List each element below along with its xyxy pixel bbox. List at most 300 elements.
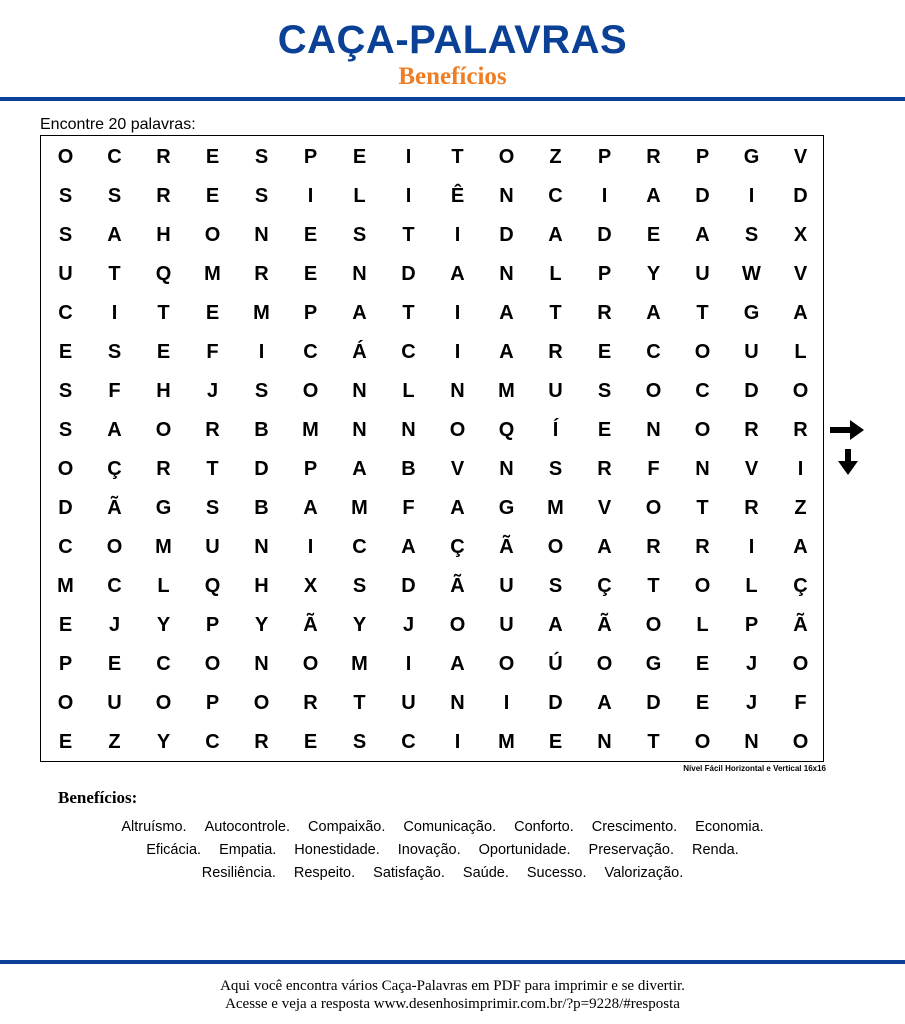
grid-cell[interactable]: E [205,302,220,324]
grid-cell[interactable]: R [254,263,269,285]
grid-cell[interactable]: N [646,419,661,441]
grid-cell[interactable]: I [454,224,461,246]
word-list-item: Renda. [691,842,739,858]
footer-line-1: Aqui você encontra vários Caça-Palavras em PDF para imprimir e se divertir. [220,978,685,994]
grid-cell[interactable]: A [548,224,563,246]
grid-cell[interactable]: O [645,497,662,519]
grid-cell[interactable]: I [454,341,461,363]
word-list-item: Resiliência. [201,865,276,881]
grid-cell[interactable]: G [743,302,760,324]
grid-cell[interactable]: N [254,536,269,558]
grid-cell[interactable]: J [108,614,121,636]
grid-cell[interactable]: M [498,380,515,402]
grid-cell[interactable]: S [58,419,73,441]
grid-cell[interactable]: Ç [107,458,122,480]
word-list-item: Inovação. [397,842,461,858]
grid-cell[interactable]: A [107,419,122,441]
grid-cell[interactable]: V [793,263,808,285]
grid-cell[interactable]: L [157,575,170,597]
grid-cell[interactable]: O [449,614,466,636]
grid-cell[interactable]: P [597,263,612,285]
grid-cell[interactable]: E [107,653,122,675]
grid-cell[interactable]: N [352,419,367,441]
grid-cell[interactable]: O [57,146,74,168]
grid-cell[interactable]: R [156,146,171,168]
grid-cell[interactable]: R [205,419,220,441]
grid-cell[interactable]: T [451,146,464,168]
grid-row [41,606,823,645]
grid-cell[interactable]: W [742,263,761,285]
grid-cell[interactable]: O [645,614,662,636]
word-list-item: Preservação. [588,842,674,858]
grid-cell[interactable]: E [646,224,661,246]
grid-cell[interactable]: Y [352,614,367,636]
word-list-item: Respeito. [293,865,356,881]
grid-cell[interactable]: O [155,419,172,441]
grid-cell[interactable]: P [303,302,318,324]
grid-cell[interactable]: R [597,302,612,324]
grid-cell[interactable]: O [302,653,319,675]
grid-cell[interactable]: Ã [793,614,808,636]
grid-cell[interactable]: C [205,731,220,753]
grid-cell[interactable]: X [793,224,808,246]
grid-cell[interactable]: B [401,458,416,480]
grid-cell[interactable]: P [303,146,318,168]
grid-cell[interactable]: M [57,575,74,597]
grid-cell[interactable]: U [744,341,759,363]
grid-row [41,177,823,216]
grid-cell[interactable]: U [401,692,416,714]
grid-cell[interactable]: L [794,341,807,363]
grid-cell[interactable]: Ã [107,497,122,519]
grid-cell[interactable]: C [107,575,122,597]
grid-cell[interactable]: I [405,185,412,207]
grid-cell[interactable]: O [694,419,711,441]
grid-cell[interactable]: O [694,341,711,363]
grid-cell[interactable]: S [548,575,563,597]
grid-cell[interactable]: I [405,146,412,168]
grid-cell[interactable]: A [450,653,465,675]
arrow-right-icon [830,420,864,440]
grid-cell[interactable]: A [597,692,612,714]
grid-cell[interactable]: S [254,146,269,168]
grid-cell[interactable]: B [254,497,269,519]
grid-cell[interactable]: C [695,380,710,402]
grid-cell[interactable]: E [303,263,318,285]
grid-cell[interactable]: U [695,263,710,285]
grid-cell[interactable]: T [647,731,660,753]
grid-cell[interactable]: S [352,224,367,246]
grid-cell[interactable]: Y [646,263,661,285]
grid-cell[interactable]: C [58,536,73,558]
grid-cell[interactable]: C [401,341,416,363]
grid-cell[interactable]: D [401,575,416,597]
grid-cell[interactable]: A [646,302,661,324]
grid-cell[interactable]: O [253,692,270,714]
grid-cell[interactable]: N [401,419,416,441]
grid-cell[interactable]: O [792,380,809,402]
grid-cell[interactable]: O [547,536,564,558]
grid-cell[interactable]: C [352,536,367,558]
grid-cell[interactable]: O [694,575,711,597]
grid-cell[interactable]: V [744,458,759,480]
grid-cell[interactable]: Ç [597,575,612,597]
grid-cell[interactable]: N [254,224,269,246]
grid-row [41,567,823,606]
grid-cell[interactable]: N [499,458,514,480]
grid-cell[interactable]: E [695,692,710,714]
word-list-item: Altruísmo. [121,819,187,835]
grid-cell[interactable]: I [454,731,461,753]
grid-cell[interactable]: E [695,653,710,675]
grid-cell[interactable]: Ç [450,536,465,558]
page-subtitle: Benefícios [398,63,507,90]
grid-cell[interactable]: Q [155,263,172,285]
grid-row [41,489,823,528]
grid-cell[interactable]: P [744,614,759,636]
grid-cell[interactable]: Á [352,341,367,363]
grid-row [41,216,823,255]
grid-cell[interactable]: N [352,263,367,285]
grid-cell[interactable]: Í [552,419,559,441]
grid-cell[interactable]: Z [794,497,807,519]
grid-row [41,294,823,333]
grid-cell[interactable]: Ú [548,653,563,675]
grid-cell[interactable]: Ê [450,185,465,207]
grid-cell[interactable]: A [597,536,612,558]
grid-cell[interactable]: D [548,692,563,714]
grid-cell[interactable]: I [454,302,461,324]
grid-row [41,528,823,567]
grid-cell[interactable]: D [597,224,612,246]
grid-cell[interactable]: N [499,263,514,285]
grid-cell[interactable]: Z [108,731,121,753]
grid-cell[interactable]: Q [204,575,221,597]
grid-cell[interactable]: S [352,575,367,597]
grid-cell[interactable]: R [646,536,661,558]
grid-cell[interactable]: V [597,497,612,519]
grid-cell[interactable]: S [352,731,367,753]
grid-cell[interactable]: E [597,419,612,441]
grid-cell[interactable]: T [549,302,562,324]
grid-cell[interactable]: C [646,341,661,363]
grid-cell[interactable]: U [205,536,220,558]
page-title: CAÇA-PALAVRAS [277,18,628,62]
grid-cell[interactable]: H [156,224,171,246]
grid-cell[interactable]: A [352,302,367,324]
grid-cell[interactable]: E [303,224,318,246]
grid-cell[interactable]: C [107,146,122,168]
grid-cell[interactable]: R [597,458,612,480]
grid-cell[interactable]: T [402,224,415,246]
grid-cell[interactable]: G [645,653,662,675]
grid-cell[interactable]: U [107,692,122,714]
grid-row [41,723,823,762]
grid-cell[interactable]: I [748,185,755,207]
grid-row [41,138,823,177]
word-list-item: Empatia. [219,842,277,858]
word-list-item: Saúde. [462,865,509,881]
grid-cell[interactable]: M [498,731,515,753]
grid-cell[interactable]: F [206,341,219,363]
grid-cell[interactable]: Z [549,146,562,168]
instructions: Encontre 20 palavras: [40,116,196,133]
grid-cell[interactable]: S [58,185,73,207]
grid-cell[interactable]: D [646,692,661,714]
grid-cell[interactable]: E [597,341,612,363]
grid-cell[interactable]: V [793,146,808,168]
grid-cell[interactable]: R [744,497,759,519]
grid-cell[interactable]: D [401,263,416,285]
grid-cell[interactable]: J [745,692,758,714]
grid-cell[interactable]: A [107,224,122,246]
word-list-item: Satisfação. [373,865,445,881]
grid-cell[interactable]: I [503,692,510,714]
word-list-item: Economia. [695,819,764,835]
word-list-item: Crescimento. [591,819,678,835]
word-list-item: Sucesso. [526,865,587,881]
grid-cell[interactable]: P [597,146,612,168]
grid-row [41,684,823,723]
grid-cell[interactable]: I [307,185,314,207]
grid-cell[interactable]: T [206,458,219,480]
bottom-divider [0,960,905,964]
grid-cell[interactable]: E [58,731,73,753]
grid-cell[interactable]: F [108,380,121,402]
grid-cell[interactable]: O [204,653,221,675]
grid-cell[interactable]: S [107,341,122,363]
grid-row [41,450,823,489]
grid-cell[interactable]: R [156,458,171,480]
grid-cell[interactable]: C [401,731,416,753]
grid-cell[interactable]: O [57,458,74,480]
grid-cell[interactable]: S [548,458,563,480]
grid-cell[interactable]: X [303,575,318,597]
grid-cell[interactable]: M [302,419,319,441]
grid-cell[interactable]: E [58,614,73,636]
grid-cell[interactable]: A [695,224,710,246]
grid-cell[interactable]: B [254,419,269,441]
grid-cell[interactable]: L [745,575,758,597]
grid-cell[interactable]: I [111,302,118,324]
grid-cell[interactable]: P [695,146,710,168]
grid-cell[interactable]: D [499,224,514,246]
grid-cell[interactable]: Ã [499,536,514,558]
grid-cell[interactable]: R [548,341,563,363]
grid-cell[interactable]: S [597,380,612,402]
grid-cell[interactable]: R [744,419,759,441]
grid-cell[interactable]: J [745,653,758,675]
grid-cell[interactable]: L [402,380,415,402]
grid-cell[interactable]: U [58,263,73,285]
grid-cell[interactable]: P [58,653,73,675]
grid-cell[interactable]: T [353,692,366,714]
grid-cell[interactable]: E [205,185,220,207]
grid-cell[interactable]: F [647,458,660,480]
grid-row [41,372,823,411]
grid-cell[interactable]: Ç [793,575,808,597]
grid-cell[interactable]: N [597,731,612,753]
grid-cell[interactable]: R [254,731,269,753]
grid-cell[interactable]: Y [156,731,171,753]
grid-cell[interactable]: U [499,614,514,636]
grid-cell[interactable]: H [254,575,269,597]
grid-cell[interactable]: T [647,575,660,597]
grid-cell[interactable]: T [696,302,709,324]
grid-cell[interactable]: I [748,536,755,558]
grid-cell[interactable]: E [205,146,220,168]
word-list-line-3 [0,864,885,882]
grid-cell[interactable]: A [499,341,514,363]
grid-cell[interactable]: T [157,302,170,324]
grid-cell[interactable]: O [204,224,221,246]
grid-cell[interactable]: P [205,614,220,636]
grid-cell[interactable]: I [307,536,314,558]
word-list-item: Comunicação. [403,819,497,835]
grid-cell[interactable]: G [155,497,172,519]
grid-cell[interactable]: A [548,614,563,636]
grid-cell[interactable]: M [351,497,368,519]
grid-cell[interactable]: A [499,302,514,324]
grid-cell[interactable]: N [744,731,759,753]
grid-cell[interactable]: I [601,185,608,207]
grid-cell[interactable]: S [205,497,220,519]
grid-cell[interactable]: Ã [450,575,465,597]
grid-cell[interactable]: A [450,497,465,519]
grid-cell[interactable]: M [253,302,270,324]
level-note: Nível Fácil Horizontal e Vertical 16x16 [683,764,826,773]
grid-cell[interactable]: O [449,419,466,441]
grid-cell[interactable]: S [254,185,269,207]
grid-cell[interactable]: A [450,263,465,285]
grid-cell[interactable]: O [498,653,515,675]
grid-cell[interactable]: F [794,692,807,714]
word-list-item: Compaixão. [308,819,386,835]
grid-cell[interactable]: S [107,185,122,207]
grid-cell[interactable]: M [155,536,172,558]
grid-cell[interactable]: J [402,614,415,636]
word-list-item: Oportunidade. [478,842,571,858]
grid-cell[interactable]: N [695,458,710,480]
grid-cell[interactable]: A [646,185,661,207]
grid-cell[interactable]: H [156,380,171,402]
grid-cell[interactable]: N [254,653,269,675]
grid-cell[interactable]: R [303,692,318,714]
grid-cell[interactable]: D [695,185,710,207]
grid-row [41,411,823,450]
grid-cell[interactable]: L [696,614,709,636]
grid-cell[interactable]: I [258,341,265,363]
grid-cell[interactable]: D [744,380,759,402]
grid-cell[interactable]: E [58,341,73,363]
grid-cell[interactable]: D [254,458,269,480]
grid-cell[interactable]: P [205,692,220,714]
grid-cell[interactable]: A [793,302,808,324]
grid-cell[interactable]: G [498,497,515,519]
grid-cell[interactable]: A [793,536,808,558]
grid-cell[interactable]: Y [156,614,171,636]
grid-cell[interactable]: A [401,536,416,558]
grid-cell[interactable]: N [499,185,514,207]
grid-cell[interactable]: Q [498,419,515,441]
grid-cell[interactable]: J [206,380,219,402]
grid-cell[interactable]: C [303,341,318,363]
grid-cell[interactable]: Ã [303,614,318,636]
grid-cell[interactable]: R [156,185,171,207]
grid-cell[interactable]: I [405,653,412,675]
grid-cell[interactable]: C [58,302,73,324]
grid-cell[interactable]: P [303,458,318,480]
grid-cell[interactable]: S [254,380,269,402]
grid-row [41,255,823,294]
grid-cell[interactable]: U [499,575,514,597]
grid-cell[interactable]: D [58,497,73,519]
grid-cell[interactable]: V [450,458,465,480]
grid-cell[interactable]: S [58,224,73,246]
grid-cell[interactable]: T [402,302,415,324]
word-list-line-2 [0,841,885,859]
grid-cell[interactable]: O [792,731,809,753]
grid-cell[interactable]: N [450,380,465,402]
grid-cell[interactable]: R [793,419,808,441]
grid-cell[interactable]: I [797,458,804,480]
grid-cell[interactable]: T [108,263,121,285]
word-list-item: Conforto. [514,819,574,835]
grid-cell[interactable]: A [352,458,367,480]
grid-cell[interactable]: T [696,497,709,519]
grid-cell[interactable]: A [303,497,318,519]
grid-cell[interactable]: E [548,731,563,753]
grid-cell[interactable]: L [353,185,366,207]
grid-cell[interactable]: O [792,653,809,675]
grid-cell[interactable]: O [498,146,515,168]
top-divider [0,97,905,101]
grid-cell[interactable]: M [204,263,221,285]
grid-cell[interactable]: E [303,731,318,753]
grid-cell[interactable]: O [302,380,319,402]
word-list-item: Autocontrole. [204,819,291,835]
grid-cell[interactable]: O [596,653,613,675]
grid-cell[interactable]: O [694,731,711,753]
word-search-grid[interactable] [40,135,824,762]
grid-cell[interactable]: D [793,185,808,207]
grid-cell[interactable]: R [695,536,710,558]
grid-cell[interactable]: E [156,341,171,363]
grid-cell[interactable]: U [548,380,563,402]
grid-cell[interactable]: O [645,380,662,402]
grid-cell[interactable]: C [548,185,563,207]
grid-cell[interactable]: M [351,653,368,675]
grid-cell[interactable]: E [352,146,367,168]
grid-cell[interactable]: S [744,224,759,246]
grid-cell[interactable]: O [57,692,74,714]
grid-cell[interactable]: G [743,146,760,168]
grid-cell[interactable]: O [106,536,123,558]
grid-cell[interactable]: Ã [597,614,612,636]
grid-cell[interactable]: N [450,692,465,714]
grid-cell[interactable]: S [58,380,73,402]
grid-cell[interactable]: Y [254,614,269,636]
word-list-item: Valorização. [604,865,684,881]
grid-cell[interactable]: L [549,263,562,285]
grid-cell[interactable]: M [547,497,564,519]
word-list-heading: Benefícios: [58,788,138,807]
grid-cell[interactable]: R [646,146,661,168]
grid-cell[interactable]: N [352,380,367,402]
grid-cell[interactable]: C [156,653,171,675]
grid-cell[interactable]: F [402,497,415,519]
grid-cell[interactable]: O [155,692,172,714]
